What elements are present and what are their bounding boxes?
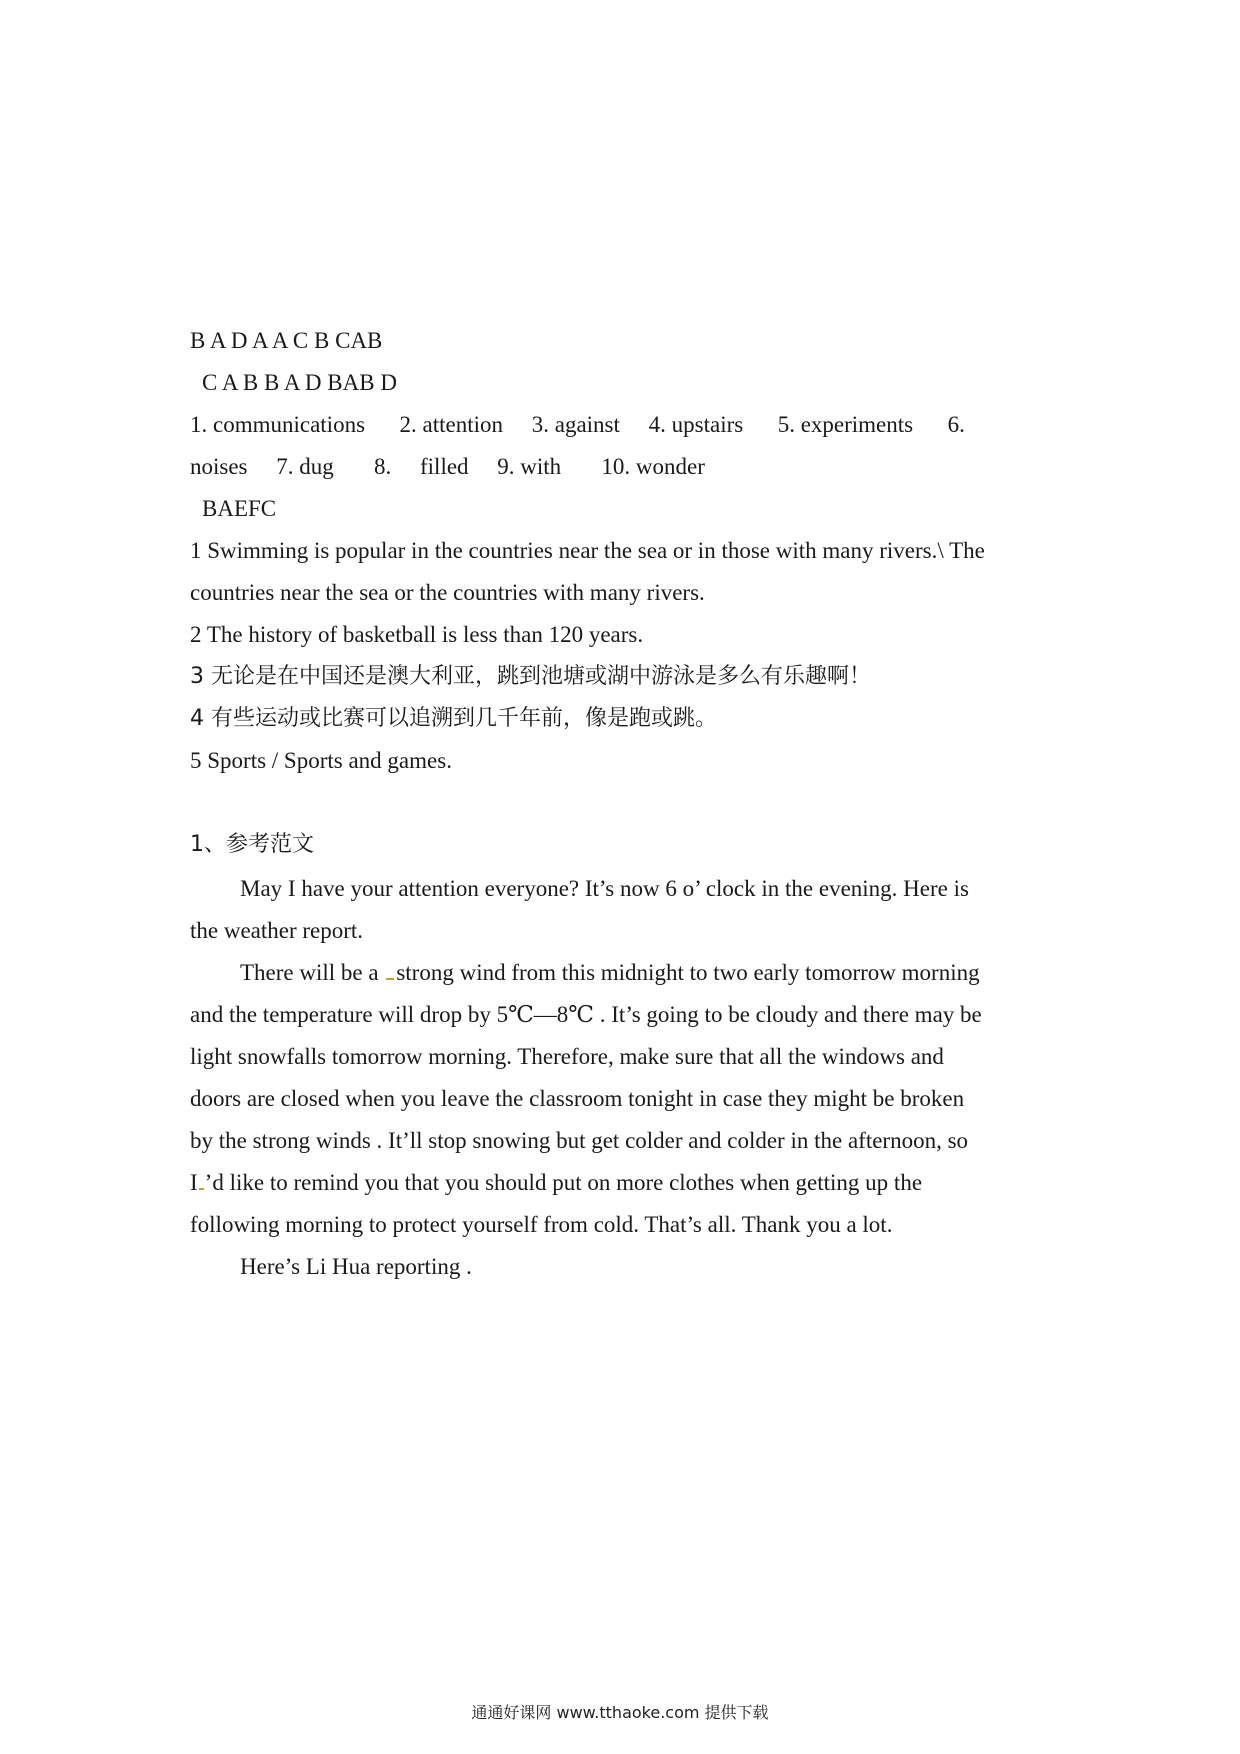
essay-p2-line-1 xyxy=(240,958,980,988)
essay-p1-line-1: May I have your attention everyone? It’s now 6 o’ clock in the evening. Here is xyxy=(240,876,969,901)
essay-p2-line-3: light snowfalls tomorrow morning. Therefore, make sure that all the windows and xyxy=(190,1044,944,1069)
answer-line-5: BAEFC xyxy=(202,496,277,521)
reading-answer-2: 2 The history of basketball is less than 120 years. xyxy=(190,622,644,647)
vocab-line-2: noises 7. dug 8. filled 9. with 10. wonder xyxy=(190,454,705,479)
revision-mark xyxy=(386,978,394,980)
revision-mark xyxy=(199,1188,204,1190)
answer-line-2: C A B B A D BAB D xyxy=(202,370,397,395)
essay-p2-line-4: doors are closed when you leave the classroom tonight in case they might be broken xyxy=(190,1086,965,1111)
essay-p2-line-1-start: There will be a xyxy=(240,960,385,985)
essay-p2-line-1-end: strong wind from this midnight to two early tomorrow morning xyxy=(396,960,980,985)
essay-p2-line-6-start: I xyxy=(190,1170,198,1195)
essay-p1-line-2: the weather report. xyxy=(190,918,364,943)
answer-line-1: B A D A A C B CAB xyxy=(190,328,383,353)
reading-answer-5: 5 Sports / Sports and games. xyxy=(190,748,452,773)
reading-answer-1-line-2: countries near the sea or the countries with many rivers. xyxy=(190,580,705,605)
reading-answer-3: 3 无论是在中国还是澳大利亚，跳到池塘或湖中游泳是多么有乐趣啊！ xyxy=(190,664,871,689)
essay-p2-line-2: and the temperature will drop by 5℃—8℃ . It’s going to be cloudy and there may be xyxy=(190,1002,982,1027)
vocab-line-1: 1. communications 2. attention 3. against 4. upstairs 5. experiments 6. xyxy=(190,412,965,437)
footer-text: 通通好课网 www.tthaoke.com 提供下载 xyxy=(471,1703,769,1722)
essay-p3: Here’s Li Hua reporting . xyxy=(240,1254,472,1279)
essay-p2-line-7: following morning to protect yourself from cold. That’s all. Thank you a lot. xyxy=(190,1212,893,1237)
reading-answer-1-line-1: 1 Swimming is popular in the countries near the sea or in those with many rivers.\ The xyxy=(190,538,985,563)
essay-p2-line-5: by the strong winds . It’ll stop snowing but get colder and colder in the afternoon, so xyxy=(190,1128,969,1153)
essay-p2-line-6 xyxy=(190,1168,922,1198)
essay-p2-line-6-end: ’d like to remind you that you should put on more clothes when getting up the xyxy=(204,1170,923,1195)
reading-answer-4: 4 有些运动或比赛可以追溯到几千年前，像是跑或跳。 xyxy=(190,706,717,731)
essay-heading: 1、参考范文 xyxy=(190,832,314,857)
